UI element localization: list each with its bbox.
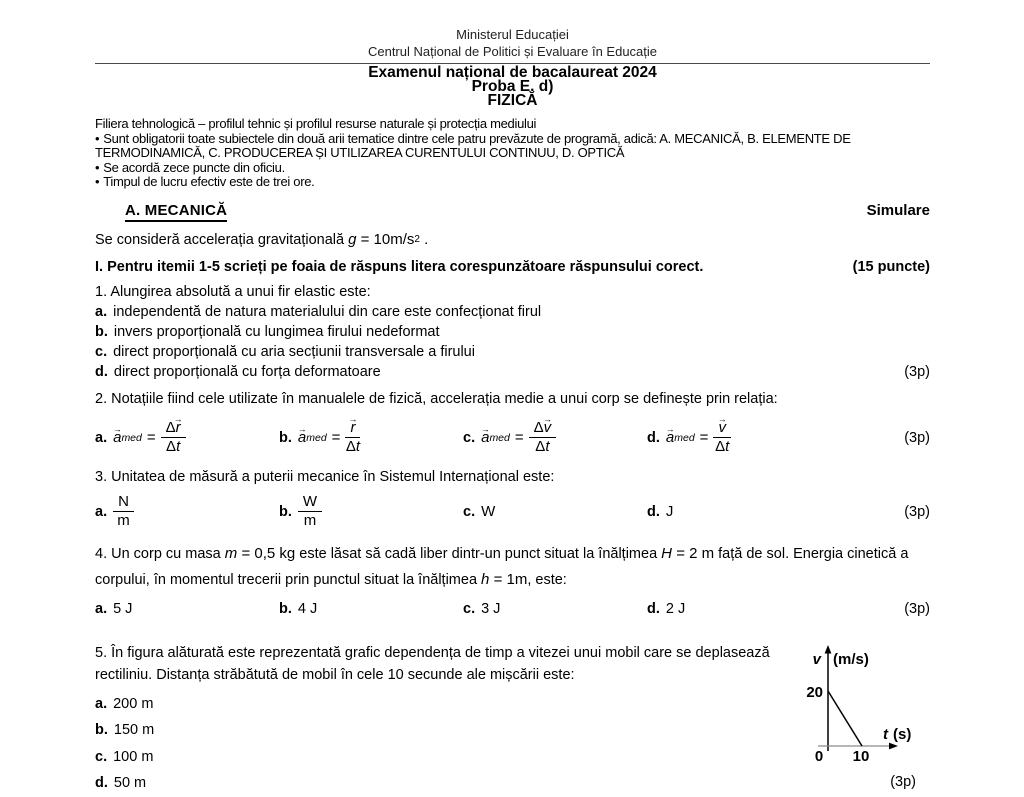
formula: h = 1m — [481, 570, 528, 588]
option-b — [279, 494, 463, 531]
points-badge: (3p) — [904, 600, 930, 617]
option-letter: b. — [95, 722, 108, 739]
v-tick-20: 20 — [806, 683, 823, 701]
points-badge: (3p) — [904, 503, 930, 520]
question-1 — [95, 282, 930, 382]
bullet-icon: • — [95, 130, 100, 146]
bullet-icon: • — [95, 174, 100, 190]
option-letter: c. — [95, 748, 108, 765]
option-c — [95, 744, 792, 771]
points-badge: (15 puncte) — [852, 258, 930, 275]
options-row — [95, 416, 930, 460]
option-letter: b. — [279, 429, 292, 446]
points-badge: (3p) — [904, 429, 930, 446]
bullet-item — [95, 132, 930, 161]
part1-instruction — [95, 259, 930, 275]
option-text: invers proporțională cu lungimea firului nedeformat — [113, 323, 440, 340]
simulare-label: Simulare — [866, 201, 930, 219]
option-letter: d. — [647, 600, 660, 617]
option-letter: d. — [95, 775, 108, 792]
fraction: $\frac{\Delta r \to}{\Delta t}$ — [161, 420, 186, 457]
velocity-time-graph — [792, 644, 924, 764]
fraction: $\frac{v \to}{\Delta t}$ — [713, 420, 731, 457]
option-a — [95, 420, 279, 457]
option-a — [95, 302, 930, 322]
option-text: direct proporțională cu forța deformatoare — [113, 363, 381, 380]
fraction: $\frac{\Delta v \to}{\Delta t}$ — [529, 420, 557, 457]
origin-tick: 0 — [814, 747, 824, 764]
option-b — [279, 598, 463, 620]
option-d — [647, 420, 831, 457]
option-text: direct proporțională cu aria secțiunii transversale a firului — [113, 343, 475, 360]
option-text: 3 J — [481, 600, 501, 617]
t-tick-10: 10 — [852, 747, 870, 764]
option-letter: c. — [463, 503, 476, 520]
option-letter: c. — [463, 429, 476, 446]
gravity-formula: g = 10m/s 2 . — [348, 230, 429, 248]
option-b — [95, 717, 792, 744]
option-letter: a. — [95, 303, 108, 320]
question-stem: 4. Un corp cu masa m = 0,5 kg este lăsat să cadă liber dintr-un punct situat la înălțimea H = 2 m față de sol. Energia cinetică a corpului, în momentul trecerii prin punctul situat la înălțimea h = 1m , este: — [95, 541, 930, 593]
option-b — [279, 420, 463, 457]
option-letter: a. — [95, 503, 108, 520]
option-d — [647, 598, 831, 620]
question-stem: 5. În figura alăturată este reprezentată grafic dependența de timp a vitezei unui mobil care se deplasează rectiliniu. Distanța străbătută de mobil în cele 10 secunde ale mișcării este: — [95, 644, 770, 683]
option-text: independentă de natura materialului din care este confecționat firul — [113, 303, 542, 320]
question-stem: 2. Notațiile fiind cele utilizate în manualele de fizică, accelerația medie a unui corp se definește prin relația: — [95, 390, 778, 407]
option-text: 5 J — [113, 600, 133, 617]
instruction-text: I. Pentru itemii 1-5 scrieți pe foaia de răspuns litera corespunzătoare răspunsului corect. — [95, 258, 704, 275]
option-text: 2 J — [665, 600, 686, 617]
options-list — [95, 691, 792, 797]
option-text: 150 m — [113, 722, 155, 739]
option-c — [463, 598, 647, 620]
option-letter: b. — [279, 600, 292, 617]
subject-title: FIZICĂ — [487, 92, 538, 109]
t-axis-label: t — [883, 725, 888, 743]
option-text: J — [665, 503, 674, 521]
points-badge: (3p) — [890, 773, 916, 790]
option-letter: b. — [279, 503, 292, 520]
section-title: A. MECANICĂ — [125, 202, 227, 222]
option-letter: c. — [463, 600, 476, 617]
formula: a → med = $\frac{\Delta r \to}{\Delta t}$ — [113, 420, 186, 457]
option-c — [463, 420, 647, 457]
question-3 — [95, 467, 930, 532]
option-d — [647, 503, 831, 520]
option-c — [463, 503, 647, 520]
option-letter: a. — [95, 695, 108, 712]
section-row — [95, 202, 930, 222]
bullet-item — [95, 175, 930, 190]
option-letter: c. — [95, 343, 108, 360]
formula: H = 2 m — [661, 544, 715, 562]
graph-line — [828, 691, 862, 746]
option-d — [95, 770, 792, 797]
formula: a → med = $\frac{v \to}{\Delta t}$ — [666, 420, 731, 457]
option-a — [95, 691, 792, 718]
bullet-text: Sunt obligatorii toate subiectele din două arii tematice dintre cele patru prevăzute de programă, adică: A. MECANICĂ, B. ELEMENTE DE TERMODINAMICĂ, C. PRODUCEREA ȘI UTILIZAREA CURENTULUI CONTINUU, D. OPTICĂ — [95, 130, 851, 161]
gravity-text: Se consideră accelerația gravitațională — [95, 231, 345, 248]
option-letter: d. — [95, 363, 108, 380]
option-c — [95, 342, 930, 362]
question-stem: 1. Alungirea absolută a unui fir elastic este: — [95, 283, 371, 300]
v-axis-label: v — [812, 650, 821, 668]
option-text: 4 J — [297, 600, 318, 617]
option-letter: a. — [95, 429, 108, 446]
option-a — [95, 598, 279, 620]
bullet-text: Timpul de lucru efectiv este de trei ore. — [103, 174, 315, 190]
t-axis-unit: (s) — [893, 725, 912, 743]
figure-column — [792, 642, 930, 797]
t-axis-arrow-icon — [889, 743, 898, 750]
question-5-text — [95, 642, 792, 797]
proba-line: Proba E. d) — [471, 78, 554, 95]
ministry-line: Ministerul Educației — [456, 27, 569, 42]
option-letter: d. — [647, 429, 660, 446]
points-badge: (3p) — [904, 363, 930, 380]
fraction: $\frac{W}{m}$ — [298, 494, 322, 531]
question-5 — [95, 642, 930, 797]
option-b — [95, 322, 930, 342]
option-letter: d. — [647, 503, 660, 520]
options-row — [95, 598, 930, 620]
fraction: $\frac{N}{m}$ — [113, 494, 134, 531]
bullet-icon: • — [95, 159, 100, 175]
title-block — [95, 66, 930, 108]
fraction: $\frac{r \to}{\Delta t}$ — [345, 420, 360, 457]
option-letter: b. — [95, 323, 108, 340]
filiera-line: Filiera tehnologică – profilul tehnic și profilul resurse naturale și protecția mediului — [95, 116, 537, 131]
bullet-item — [95, 161, 930, 176]
formula: a → med = $\frac{\Delta v \to}{\Delta t}$ — [481, 420, 556, 457]
bullet-text: Se acordă zece puncte din oficiu. — [103, 159, 285, 175]
preamble — [95, 117, 930, 190]
option-text: W — [481, 503, 496, 521]
option-text: 200 m — [113, 695, 154, 712]
options-row — [95, 492, 930, 532]
option-text: 50 m — [113, 775, 147, 792]
center-line: Centrul Național de Politici și Evaluare în Educație — [367, 44, 658, 59]
v-axis-arrow-icon — [825, 645, 832, 654]
formula: a → med = $\frac{r \to}{\Delta t}$ — [298, 420, 361, 457]
option-a — [95, 494, 279, 531]
question-2 — [95, 389, 930, 460]
v-axis-unit: (m/s) — [833, 650, 869, 668]
document-header — [95, 26, 930, 60]
option-d — [95, 362, 930, 382]
question-4 — [95, 541, 930, 620]
question-stem: 3. Unitatea de măsură a puterii mecanice în Sistemul Internațional este: — [95, 468, 555, 485]
option-text: 100 m — [113, 748, 154, 765]
option-letter: a. — [95, 600, 108, 617]
exam-title: Examenul național de bacalaureat 2024 — [368, 64, 657, 81]
gravity-statement — [95, 231, 930, 248]
formula: m = 0,5 kg — [224, 544, 296, 562]
